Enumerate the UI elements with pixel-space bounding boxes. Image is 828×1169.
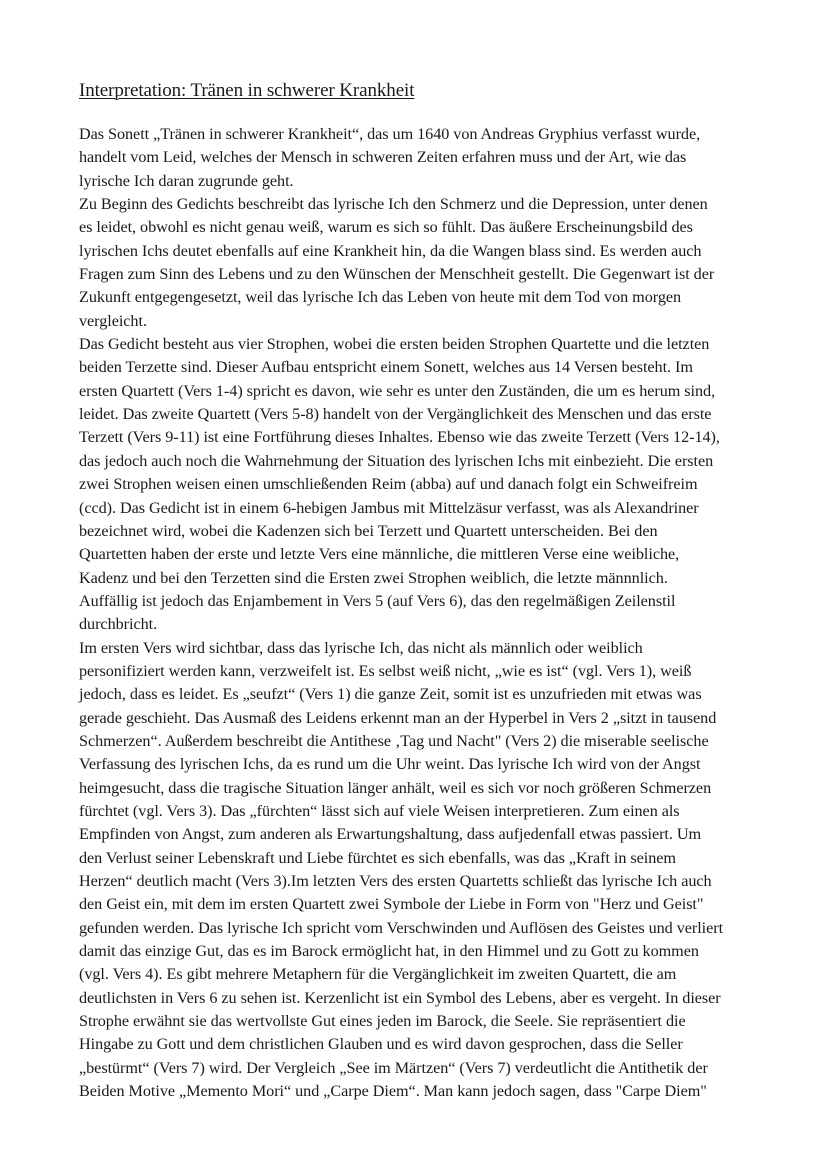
- document-body: [79, 123, 779, 1103]
- text-line: Verfassung des lyrischen Ichs, da es rund um die Uhr weint. Das lyrische Ich wird von der Angst: [79, 755, 701, 774]
- text-line: gefunden werden. Das lyrische Ich spricht vom Verschwinden und Auflösen des Geistes und verliert: [79, 918, 724, 937]
- text-line: Empfinden von Angst, zum anderen als Erwartungshaltung, dass aufjedenfall etwas passiert. Um: [79, 825, 702, 844]
- text-line: bezeichnet wird, wobei die Kadenzen sich bei Terzett und Quartett unterscheiden. Bei den: [79, 521, 658, 540]
- text-line: den Geist ein, mit dem im ersten Quartett zwei Symbole der Liebe in Form von "Herz und Geist": [79, 895, 704, 914]
- text-line: lyrische Ich daran zugrunde geht.: [79, 171, 294, 190]
- text-line: Das Gedicht besteht aus vier Strophen, wobei die ersten beiden Strophen Quartette und die letzten: [79, 335, 710, 354]
- text-line: Das Sonett „Tränen in schwerer Krankheit“, das um 1640 von Andreas Gryphius verfasst wurde,: [79, 125, 701, 143]
- text-line: beiden Terzette sind. Dieser Aufbau entspricht einem Sonett, welches aus 14 Versen besteht. Im: [79, 358, 693, 377]
- text-line: vergleicht.: [79, 311, 147, 330]
- text-line: Strophe erwähnt sie das wertvollste Gut eines jeden im Barock, die Seele. Sie repräsentiert die: [79, 1012, 686, 1031]
- text-line: lyrischen Ichs deutet ebenfalls auf eine Krankheit hin, da die Wangen blass sind. Es werden auch: [79, 241, 702, 260]
- text-line: Terzett (Vers 9-11) ist eine Fortführung dieses Inhaltes. Ebenso wie das zweite Terzett (Vers 12-14),: [79, 428, 720, 447]
- text-line: den Verlust seiner Lebenskraft und Liebe fürchtet es sich ebenfalls, was das „Kraft in seinem: [79, 848, 676, 867]
- text-line: heimgesucht, dass die tragische Situation länger anhält, weil es sich vor noch größeren Schmerzen: [79, 778, 712, 797]
- text-line: jedoch, dass es leidet. Es „seufzt“ (Vers 1) die ganze Zeit, somit ist es unzufrieden mit etwas was: [79, 685, 702, 704]
- text-line: personifiziert werden kann, verzweifelt ist. Es selbst weiß nicht, „wie es ist“ (vgl. Vers 1), weiß: [79, 661, 692, 680]
- text-line: Fragen zum Sinn des Lebens und zu den Wünschen der Menschheit gestellt. Die Gegenwart ist der: [79, 265, 715, 284]
- text-line: „bestürmt“ (Vers 7) wird. Der Vergleich „See im Märtzen“ (Vers 7) verdeutlicht die Antithetik der: [79, 1058, 708, 1077]
- text-line: Beiden Motive „Memento Mori“ und „Carpe Diem“. Man kann jedoch sagen, dass "Carpe Diem": [79, 1082, 707, 1101]
- text-line: (vgl. Vers 4). Es gibt mehrere Metaphern für die Vergänglichkeit im zweiten Quartett, die am: [79, 965, 677, 984]
- text-line: handelt vom Leid, welches der Mensch in schweren Zeiten erfahren muss und der Art, wie das: [79, 148, 687, 167]
- text-line: durchbricht.: [79, 615, 158, 634]
- text-line: zwei Strophen weisen einen umschließenden Reim (abba) auf und danach folgt ein Schweifreim: [79, 475, 698, 494]
- text-line: Schmerzen“. Außerdem beschreibt die Antithese ‚Tag und Nacht" (Vers 2) die miserable seelische: [79, 731, 709, 750]
- text-line: fürchtet (vgl. Vers 3). Das „fürchten“ lässt sich auf viele Weisen interpretieren. Zum einen als: [79, 801, 680, 820]
- text-line: das jedoch auch noch die Wahrnehmung der Situation des lyrischen Ichs mit einbezieht. Die ersten: [79, 451, 714, 470]
- text-line: es leidet, obwohl es nicht genau weiß, warum es sich so fühlt. Das äußere Erscheinungsbild des: [79, 218, 693, 237]
- text-line: Zukunft entgegengesetzt, weil das lyrische Ich das Leben von heute mit dem Tod von morgen: [79, 288, 682, 307]
- text-line: Auffällig ist jedoch das Enjambement in Vers 5 (auf Vers 6), das den regelmäßigen Zeilenstil: [79, 591, 676, 610]
- text-line: Hingabe zu Gott und dem christlichen Glauben und es wird davon gesprochen, dass die Seller: [79, 1035, 683, 1054]
- text-line: ersten Quartett (Vers 1-4) spricht es davon, wie sehr es unter den Zuständen, die um es herum sind,: [79, 381, 716, 400]
- text-line: deutlichsten in Vers 6 zu sehen ist. Kerzenlicht ist ein Symbol des Lebens, aber es vergeht. In dieser: [79, 988, 721, 1007]
- document-title: Interpretation: Tränen in schwerer Krankheit: [79, 80, 415, 101]
- text-line: Herzen“ deutlich macht (Vers 3).Im letzten Vers des ersten Quartetts schließt das lyrische Ich auch: [79, 872, 712, 890]
- text-line: Im ersten Vers wird sichtbar, dass das lyrische Ich, das nicht als männlich oder weiblich: [79, 638, 643, 657]
- text-line: damit das einzige Gut, das es im Barock ermöglicht hat, in den Himmel und zu Gott zu kommen: [79, 942, 699, 961]
- text-line: (ccd). Das Gedicht ist in einem 6-hebigen Jambus mit Mittelzäsur verfasst, was als Alexandriner: [79, 498, 699, 517]
- text-line: Quartetten haben der erste und letzte Vers eine männliche, die mittleren Verse eine weibliche,: [79, 545, 680, 564]
- text-line: leidet. Das zweite Quartett (Vers 5-8) handelt von der Vergänglichkeit des Menschen und das erste: [79, 405, 712, 424]
- text-line: Zu Beginn des Gedichts beschreibt das lyrische Ich den Schmerz und die Depression, unter denen: [79, 195, 708, 214]
- text-line: gerade geschieht. Das Ausmaß des Leidens erkennt man an der Hyperbel in Vers 2 „sitzt in tausend: [79, 708, 717, 727]
- text-line: Kadenz und bei den Terzetten sind die Ersten zwei Strophen weiblich, die letzte männnlich.: [79, 568, 668, 587]
